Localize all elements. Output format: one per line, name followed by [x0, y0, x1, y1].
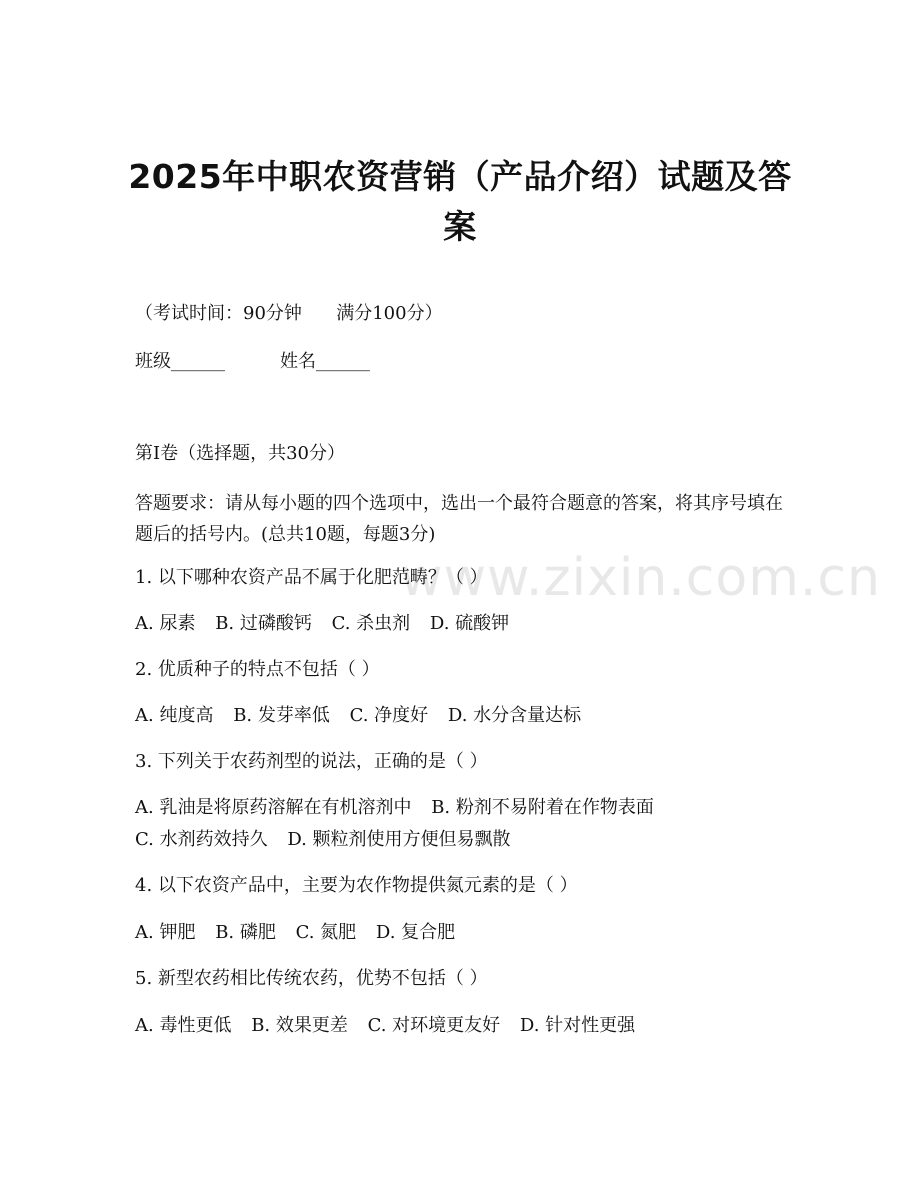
option-d: D. 水分含量达标: [447, 705, 582, 726]
option-c: C. 氮肥: [295, 922, 357, 943]
option-d: D. 复合肥: [375, 922, 456, 943]
option-d: D. 硫酸钾: [429, 613, 510, 634]
option-c: C. 杀虫剂: [331, 613, 411, 634]
question-1: 1. 以下哪种农资产品不属于化肥范畴？（ ）: [135, 567, 488, 588]
option-b: B. 粉剂不易附着在作物表面: [431, 797, 654, 818]
name-field: 姓名______: [280, 351, 370, 372]
option-a: A. 乳油是将原药溶解在有机溶剂中: [135, 797, 412, 818]
option-b: B. 磷肥: [215, 922, 276, 943]
option-a: A. 尿素: [135, 613, 196, 634]
instructions: 答题要求：请从每小题的四个选项中，选出一个最符合题意的答案，将其序号填在题后的括号内。(总共10题，每题3分): [135, 493, 783, 545]
document-title: 2025年中职农资营销（产品介绍）试题及答案: [128, 157, 792, 246]
option-c: C. 水剂药效持久: [135, 829, 268, 850]
question-5-options: [135, 1014, 649, 1038]
section-title: 第I卷（选择题，共30分）: [135, 443, 346, 464]
question-1-options: [135, 612, 523, 636]
class-field: 班级______: [135, 351, 225, 372]
question-2: 2. 优质种子的特点不包括（ ）: [135, 659, 380, 680]
question-3: 3. 下列关于农药剂型的说法，正确的是（ ）: [135, 751, 488, 772]
option-b: B. 效果更差: [251, 1015, 348, 1036]
option-a: A. 毒性更低: [135, 1015, 232, 1036]
question-2-options: [135, 704, 595, 728]
question-3-options-row-2: [135, 828, 525, 852]
question-4: 4. 以下农资产品中，主要为农作物提供氮元素的是（ ）: [135, 875, 578, 896]
question-4-options: [135, 921, 469, 945]
option-a: A. 纯度高: [135, 705, 214, 726]
question-5: 5. 新型农药相比传统农药，优势不包括（ ）: [135, 968, 488, 989]
option-d: D. 颗粒剂使用方便但易飘散: [287, 829, 511, 850]
option-d: D. 针对性更强: [519, 1015, 636, 1036]
option-a: A. 钾肥: [135, 922, 196, 943]
student-info-row: [135, 350, 370, 374]
option-c: C. 净度好: [349, 705, 429, 726]
exam-info: （考试时间：90分钟 满分100分）: [135, 303, 443, 324]
question-3-options-row-1: [135, 796, 668, 820]
option-c: C. 对环境更友好: [367, 1015, 501, 1036]
option-b: B. 发芽率低: [233, 705, 330, 726]
option-b: B. 过磷酸钙: [215, 613, 312, 634]
watermark: www.zixin.com.cn: [400, 548, 881, 608]
